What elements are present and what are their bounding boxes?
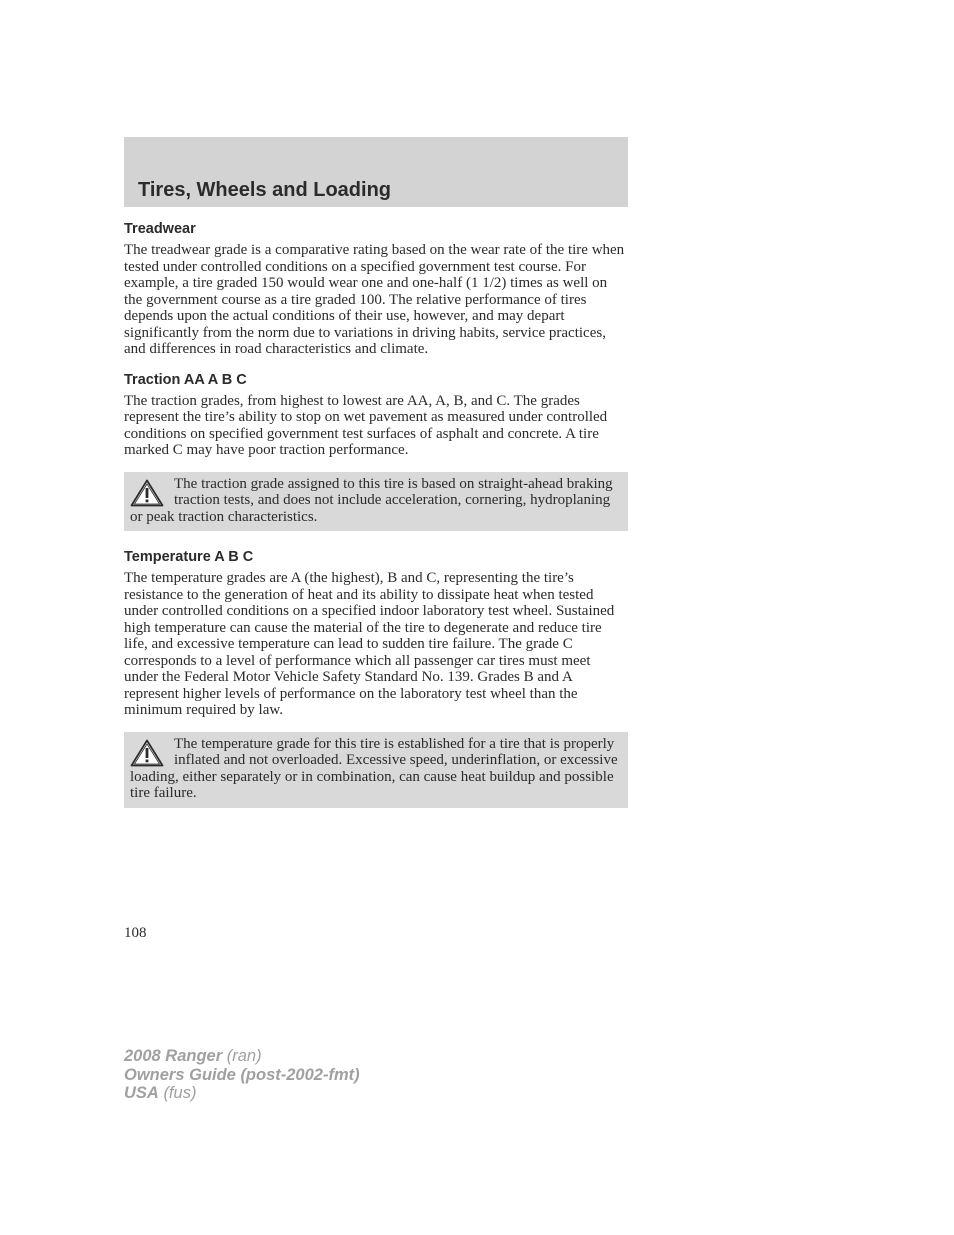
warning-triangle-icon [130, 479, 164, 507]
treadwear-paragraph: The treadwear grade is a comparative rating based on the wear rate of the tire when tested under controlled conditions on a specified government test course. For example, a tire graded 150 would wear one and one-half (1 1/2) times as well on the government course as a tire graded 100. The relative performance of tires depends upon the actual conditions of their use, however, and may depart significantly from the norm due to variations in driving habits, service practices, and differences in road characteristics and climate. [124, 242, 625, 357]
chapter-title: Tires, Wheels and Loading [138, 179, 392, 201]
page-content [124, 220, 628, 808]
page-number: 108 [124, 925, 147, 941]
footer-market-code: (fus) [163, 1084, 197, 1102]
chapter-header [124, 137, 628, 207]
footer-line-model [124, 1047, 360, 1066]
footer-line-market [124, 1084, 360, 1103]
treadwear-heading: Treadwear [124, 221, 196, 237]
document-footer [124, 1047, 360, 1103]
traction-paragraph: The traction grades, from highest to lowest are AA, A, B, and C. The grades represent the tire’s ability to stop on wet pavement as measured under controlled conditions on specified government test surfaces of asphalt and concrete. A tire marked C may have poor traction performance. [124, 392, 608, 458]
traction-warning-text: The traction grade assigned to this tire is based on straight-ahead braking traction tests, and does not include acceleration, cornering, hydroplaning or peak traction characteristics. [130, 475, 613, 525]
footer-model: 2008 Ranger [124, 1047, 223, 1065]
traction-warning-box [124, 472, 628, 532]
footer-guide: Owners Guide (post-2002-fmt) [124, 1065, 360, 1084]
temperature-warning-text: The temperature grade for this tire is established for a tire that is properly inflated and not overloaded. Excessive speed, underinflation, or excessive loading, either separately or in combination, can cause heat buildup and possible tire failure. [130, 735, 618, 801]
footer-line-guide [124, 1066, 360, 1085]
temperature-warning-box [124, 732, 628, 808]
footer-model-code: (ran) [226, 1047, 262, 1065]
temperature-heading: Temperature A B C [124, 549, 254, 565]
traction-heading: Traction AA A B C [124, 371, 247, 388]
temperature-paragraph: The temperature grades are A (the highest), B and C, representing the tire’s resistance to the generation of heat and its ability to dissipate heat when tested under controlled conditions on a specified indoor laboratory test wheel. Sustained high temperature can cause the material of the tire to degenerate and reduce tire life, and excessive temperature can lead to sudden tire failure. The grade C corresponds to a level of performance which all passenger car tires must meet under the Federal Motor Vehicle Safety Standard No. 139. Grades B and A represent higher levels of performance on the laboratory test wheel than the minimum required by law. [124, 570, 615, 718]
warning-triangle-icon [130, 739, 164, 767]
footer-market: USA [124, 1084, 159, 1102]
